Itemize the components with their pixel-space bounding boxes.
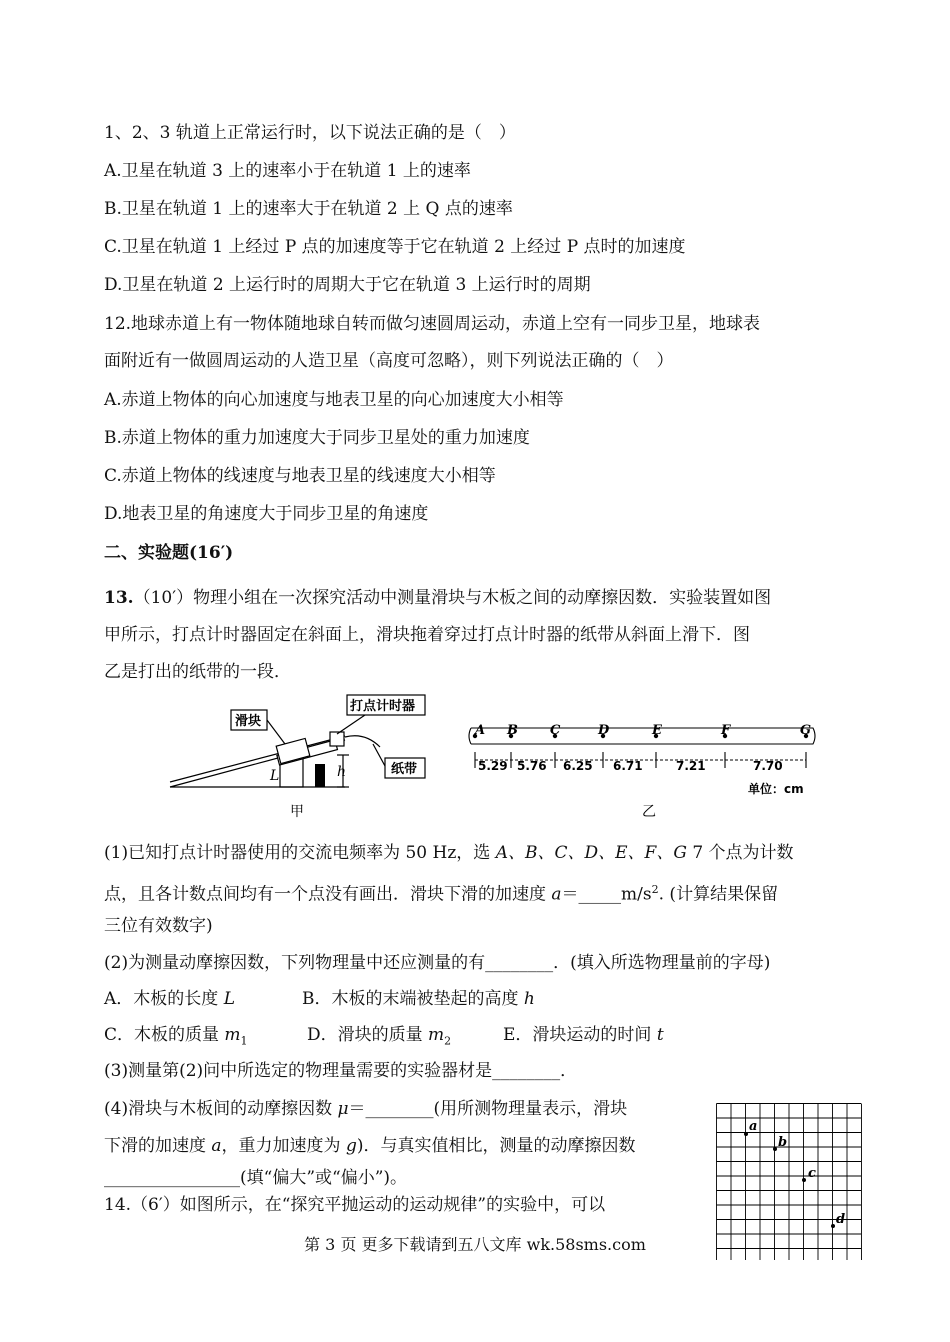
- variable: m: [428, 1025, 445, 1045]
- superscript: 2: [651, 883, 659, 896]
- figure-caption: 乙: [642, 804, 656, 820]
- sub-question-1: [104, 842, 794, 864]
- text-segment: (1)已知打点计时器使用的交流电频率为 50 Hz，选: [104, 843, 496, 863]
- question-12-line: 面附近有一做圆周运动的人造卫星（高度可忽略），则下列说法正确的（ ）: [104, 351, 674, 371]
- sub-question-4: [104, 1098, 627, 1120]
- tape-distance: 6.71: [613, 759, 643, 773]
- question-13-line: 甲所示，打点计时器固定在斜面上，滑块拖着穿过打点计时器的纸带从斜面上滑下．图: [104, 625, 750, 645]
- option-d: D．滑块的质量: [307, 1025, 429, 1045]
- option-line: C.赤道上物体的线速度与地表卫星的线速度大小相等: [104, 466, 496, 486]
- tape-distance: 5.76: [517, 759, 547, 773]
- tape-point-label: B: [507, 723, 518, 738]
- option-line: D.地表卫星的角速度大于同步卫星的角速度: [104, 504, 429, 524]
- question-12-line: 12.地球赤道上有一物体随地球自转而做匀速圆周运动，赤道上空有一同步卫星，地球表: [104, 314, 761, 334]
- slider-label: 滑块: [235, 714, 262, 729]
- tape-distance: 7.21: [676, 759, 706, 773]
- timer-label: 打点计时器: [350, 699, 416, 714]
- answer-blank: ＝_____m/s: [561, 884, 652, 905]
- figure-caption: 甲: [290, 804, 304, 820]
- section-title: 二、实验题(16′): [104, 543, 234, 563]
- subscript: 1: [240, 1034, 248, 1048]
- text-segment: ，重力加速度为: [221, 1136, 346, 1156]
- question-13-line: 乙是打出的纸带的一段．: [104, 662, 291, 682]
- page-footer: 第 3 页 更多下载请到五八文库 wk.58sms.com: [304, 1235, 646, 1254]
- sub-question-1-line: [104, 879, 778, 906]
- tape-point-label: A: [475, 723, 486, 738]
- text-segment: ＝________(用所测物理量表示，滑块: [348, 1099, 628, 1119]
- variable: L: [223, 989, 235, 1009]
- variable: h: [523, 989, 535, 1009]
- option-b: B．木板的末端被垫起的高度: [302, 989, 524, 1009]
- length-label: L: [270, 768, 280, 784]
- variable: t: [656, 1025, 664, 1045]
- grid-point-label: c: [808, 1166, 816, 1181]
- variable: g: [345, 1136, 357, 1156]
- option-c: C．木板的质量: [104, 1025, 225, 1045]
- option-line: A.卫星在轨道 3 上的速率小于在轨道 1 上的速率: [104, 161, 471, 181]
- tape-point-label: G: [800, 723, 812, 738]
- variable: m: [224, 1025, 241, 1045]
- text-segment: (4)滑块与木板间的动摩擦因数: [104, 1099, 338, 1119]
- option-line: A.赤道上物体的向心加速度与地表卫星的向心加速度大小相等: [104, 390, 564, 410]
- grid-point-label: d: [836, 1212, 846, 1227]
- sub-question-2: (2)为测量动摩擦因数，下列物理量中还应测量的有________．(填入所选物理量前的字母): [104, 953, 771, 973]
- variable: a: [551, 884, 562, 905]
- figure-yi: [465, 722, 820, 826]
- question-text: 物理小组在一次探究活动中测量滑块与木板之间的动摩擦因数．实验装置如图: [193, 588, 772, 608]
- unit-label: 单位：cm: [748, 782, 804, 796]
- text-segment: 7 个点为计数: [686, 843, 794, 863]
- question-13-line: [104, 587, 771, 609]
- sub-question-1-line: 三位有效数字): [104, 916, 213, 936]
- text-segment: 下滑的加速度: [104, 1136, 212, 1156]
- sub-question-3: (3)测量第(2)问中所选定的物理量需要的实验器材是________．: [104, 1061, 578, 1081]
- question-number: 13.: [104, 588, 134, 608]
- tape-distance: 6.25: [563, 759, 593, 773]
- tape-point-label: C: [550, 723, 561, 738]
- option-row: [307, 1024, 451, 1052]
- option-row: [503, 1024, 664, 1046]
- tape-distance: 5.29: [478, 759, 508, 773]
- tape-point-label: E: [652, 723, 662, 738]
- figure-jia: [165, 692, 445, 832]
- question-score: （10′）: [133, 588, 194, 608]
- variable: μ: [337, 1099, 349, 1119]
- text-segment: 点，且各计数点间均有一个点没有画出．滑块下滑的加速度: [104, 884, 552, 905]
- variable: a: [211, 1136, 222, 1156]
- text-line: 1、2、3 轨道上正常运行时，以下说法正确的是（ ）: [104, 123, 516, 143]
- question-14-line: 14.（6′）如图所示，在“探究平抛运动的运动规律”的实验中，可以: [104, 1195, 606, 1215]
- option-a: A．木板的长度: [104, 989, 224, 1009]
- option-row: [104, 1024, 248, 1052]
- sub-question-4-line: ________________(填“偏大”或“偏小”)。: [104, 1168, 408, 1188]
- grid-point-label: a: [749, 1119, 758, 1134]
- subscript: 2: [444, 1034, 452, 1048]
- sub-question-4-line: [104, 1135, 635, 1157]
- option-line: B.赤道上物体的重力加速度大于同步卫星处的重力加速度: [104, 428, 530, 448]
- text-segment: . (计算结果保留: [658, 884, 779, 905]
- option-line: D.卫星在轨道 2 上运行时的周期大于它在轨道 3 上运行时的周期: [104, 275, 591, 295]
- tape-point-label: D: [598, 723, 610, 738]
- tape-label: 纸带: [391, 762, 418, 777]
- height-label: h: [337, 764, 347, 780]
- option-row: [302, 988, 535, 1010]
- grid-point-label: b: [778, 1135, 788, 1150]
- tape-distance: 7.70: [753, 759, 783, 773]
- text-segment: )．与真实值相比，测量的动摩擦因数: [356, 1136, 636, 1156]
- option-e: E．滑块运动的时间: [503, 1025, 657, 1045]
- option-line: C.卫星在轨道 1 上经过 P 点的加速度等于它在轨道 2 上经过 P 点时的加速度: [104, 237, 686, 257]
- point-letters: A、B、C、D、E、F、G: [495, 843, 687, 863]
- option-row: [104, 988, 235, 1010]
- option-line: B.卫星在轨道 1 上的速率大于在轨道 2 上 Q 点的速率: [104, 199, 513, 219]
- tape-point-label: F: [721, 723, 731, 738]
